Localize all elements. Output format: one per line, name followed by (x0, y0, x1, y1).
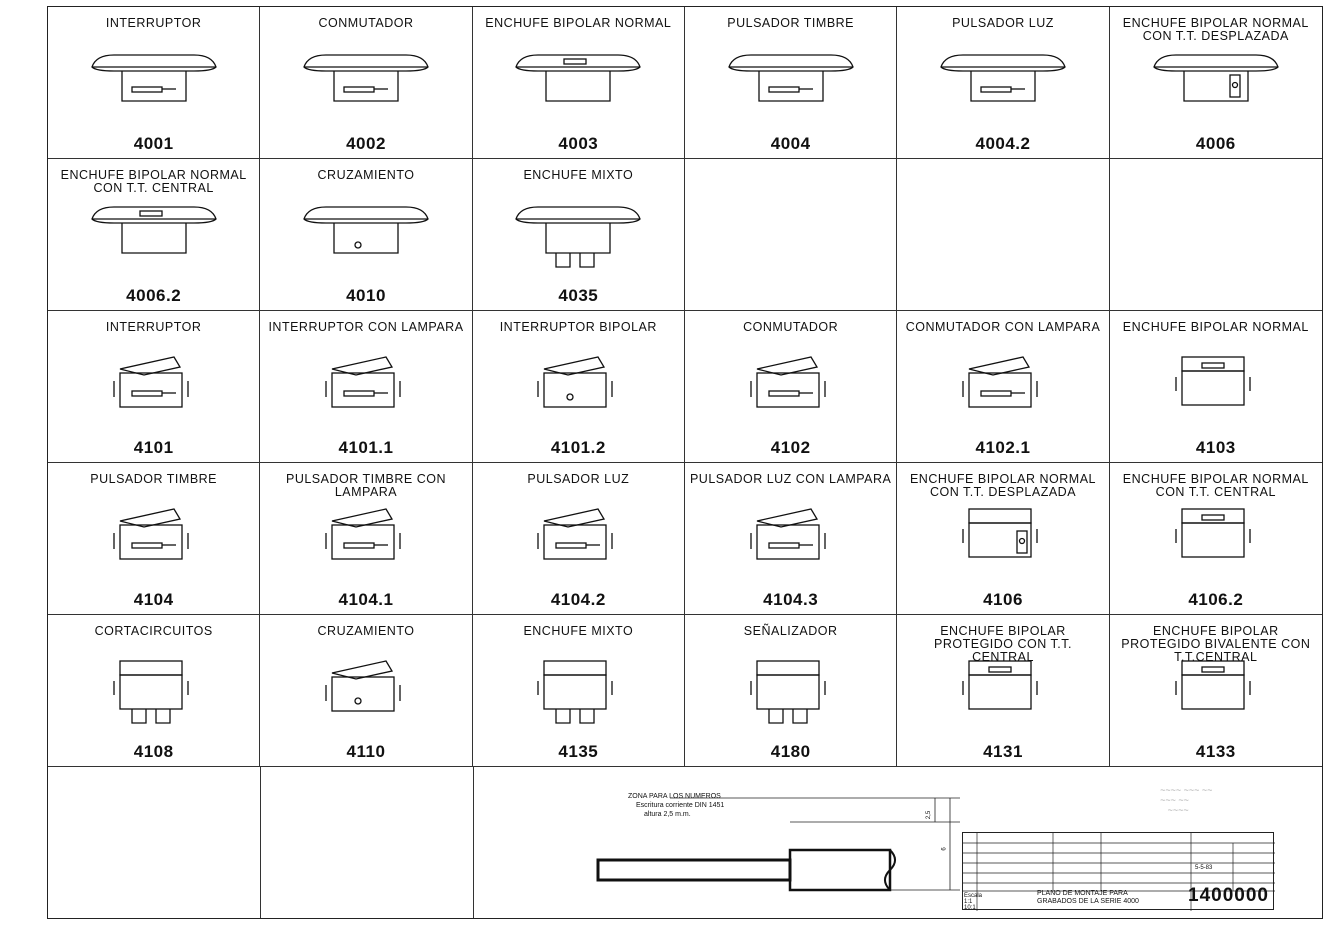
component-code: 4002 (346, 134, 386, 153)
socket-symbol-icon (1146, 349, 1286, 429)
component-title: CONMUTADOR (743, 320, 839, 334)
component-code: 4106 (983, 590, 1023, 609)
plate-symbol-icon (508, 45, 648, 125)
component-title: INTERRUPTOR BIPOLAR (499, 320, 657, 334)
component-code: 4104.3 (763, 590, 819, 609)
component-cell-4180 (685, 615, 897, 767)
component-cell-4133 (1110, 615, 1322, 767)
socket-symbol-icon (1146, 501, 1286, 581)
component-title: INTERRUPTOR (105, 16, 202, 30)
plate-symbol-icon (296, 45, 436, 125)
component-cell-4003 (473, 7, 685, 159)
component-title: ENCHUFE BIPOLAR NORMAL (1122, 320, 1309, 334)
handwritten-note: ~~~~ ~~~ ~~ ~~~ ~~ ~~~~ (1160, 785, 1213, 815)
component-code: 4180 (770, 742, 811, 761)
component-cell-4103 (1110, 311, 1322, 463)
component-code: 4104.2 (550, 590, 606, 609)
component-title: CONMUTADOR (318, 16, 414, 30)
component-title: PULSADOR TIMBRE (727, 16, 855, 30)
empty-cell (897, 159, 1109, 311)
rocker-symbol-icon (296, 653, 436, 733)
component-cell-4110 (260, 615, 472, 767)
component-code: 4110 (346, 742, 386, 761)
drawing-title (1037, 890, 1139, 906)
component-cell-4131 (897, 615, 1109, 767)
component-title: CONMUTADOR CON LAMPARA (905, 320, 1101, 334)
component-title: PULSADOR LUZ CON LAMPARA (689, 472, 892, 486)
component-cell-4135 (473, 615, 685, 767)
socket-symbol-icon (508, 653, 648, 733)
component-code: 4001 (133, 134, 174, 153)
component-title: ENCHUFE MIXTO (523, 624, 634, 638)
component-code: 4101.1 (338, 438, 394, 457)
component-code: 4133 (1195, 742, 1236, 761)
component-title: CRUZAMIENTO (317, 168, 415, 182)
component-code: 4101.2 (550, 438, 606, 457)
component-cell-4001 (48, 7, 260, 159)
rocker-symbol-icon (933, 349, 1073, 429)
rocker-symbol-icon (721, 349, 861, 429)
component-title: INTERRUPTOR (105, 320, 202, 334)
rocker-symbol-icon (296, 349, 436, 429)
rocker-symbol-icon (296, 501, 436, 581)
title-line-2: GRABADOS DE LA SERIE 4000 (1037, 898, 1139, 905)
component-code: 4003 (558, 134, 599, 153)
rocker-symbol-icon (84, 501, 224, 581)
component-code: 4104.1 (338, 590, 394, 609)
rocker-symbol-icon (84, 349, 224, 429)
empty-cell (48, 767, 261, 918)
rocker-symbol-icon (508, 349, 648, 429)
component-title: PULSADOR TIMBRE CON LAMPARA (285, 472, 446, 499)
rocker-symbol-icon (508, 501, 648, 581)
component-title: ENCHUFE BIPOLAR PROTEGIDO BIVALENTE CON T.T.CENTRAL (1121, 624, 1311, 664)
scale-a: 1:1 (964, 899, 973, 905)
component-cell-4102.1 (897, 311, 1109, 463)
component-code: 4035 (558, 286, 599, 305)
plate-symbol-icon (933, 45, 1073, 125)
empty-cell (685, 159, 897, 311)
plate-symbol-icon (721, 45, 861, 125)
component-title: ENCHUFE BIPOLAR NORMAL CON T.T. CENTRAL (1122, 472, 1309, 499)
date-value: 5-5-83 (1195, 865, 1213, 871)
note-line-3: altura 2,5 m.m. (644, 811, 691, 818)
component-title: PULSADOR TIMBRE (90, 472, 218, 486)
component-cell-4002 (260, 7, 472, 159)
component-code: 4004.2 (975, 134, 1031, 153)
scale-b: 10:1 (964, 905, 976, 911)
plate-symbol-icon (84, 197, 224, 277)
component-title: PULSADOR LUZ (952, 16, 1054, 30)
title-line-1: PLANO DE MONTAJE PARA (1037, 890, 1128, 897)
socket-symbol-icon (1146, 653, 1286, 733)
component-code: 4102 (770, 438, 811, 457)
component-cell-4035 (473, 159, 685, 311)
component-code: 4010 (346, 286, 386, 305)
component-title: PULSADOR LUZ (527, 472, 630, 486)
component-title: INTERRUPTOR CON LAMPARA (268, 320, 464, 334)
component-code: 4103 (1195, 438, 1236, 457)
socket-symbol-icon (933, 501, 1073, 581)
component-title: ENCHUFE BIPOLAR PROTEGIDO CON T.T. CENTRAL (934, 624, 1072, 664)
component-title: ENCHUFE BIPOLAR NORMAL CON T.T. CENTRAL (60, 168, 247, 195)
component-cell-4101.1 (260, 311, 472, 463)
component-cell-4102 (685, 311, 897, 463)
plate-symbol-icon (1146, 45, 1286, 125)
component-title: ENCHUFE BIPOLAR NORMAL CON T.T. DESPLAZADA (1122, 16, 1309, 43)
component-code: 4108 (133, 742, 174, 761)
drawing-number: 1400000 (1188, 885, 1269, 906)
component-cell-4010 (260, 159, 472, 311)
title-block (962, 832, 1274, 910)
rocker-symbol-icon (721, 501, 861, 581)
plate-symbol-icon (84, 45, 224, 125)
component-code: 4131 (983, 742, 1023, 761)
empty-cell (1110, 159, 1322, 311)
component-grid (48, 7, 1322, 767)
component-cell-4101 (48, 311, 260, 463)
component-title: ENCHUFE BIPOLAR NORMAL CON T.T. DESPLAZADA (909, 472, 1096, 499)
component-cell-4004.2 (897, 7, 1109, 159)
socket-symbol-icon (721, 653, 861, 733)
component-cell-4101.2 (473, 311, 685, 463)
component-cell-4006 (1110, 7, 1322, 159)
component-code: 4135 (558, 742, 599, 761)
component-code: 4104 (133, 590, 174, 609)
dim-large: 6 (941, 847, 948, 851)
component-cell-4108 (48, 615, 260, 767)
plate-symbol-icon (508, 197, 648, 277)
component-cell-4106.2 (1110, 463, 1322, 615)
component-title: ENCHUFE MIXTO (523, 168, 634, 182)
component-cell-4104.1 (260, 463, 472, 615)
component-cell-4104 (48, 463, 260, 615)
note-line-2: Escritura corriente DIN 1451 (636, 802, 725, 809)
component-title: CRUZAMIENTO (317, 624, 415, 638)
socket-symbol-icon (84, 653, 224, 733)
component-cell-4104.3 (685, 463, 897, 615)
component-cell-4106 (897, 463, 1109, 615)
component-code: 4006 (1195, 134, 1236, 153)
scale-label: Escala (964, 893, 983, 899)
component-code: 4101 (133, 438, 174, 457)
component-title: ENCHUFE BIPOLAR NORMAL (485, 16, 672, 30)
component-cell-4006.2 (48, 159, 260, 311)
component-cell-4004 (685, 7, 897, 159)
component-code: 4102.1 (975, 438, 1031, 457)
number-zone-diagram (590, 792, 970, 902)
socket-symbol-icon (933, 653, 1073, 733)
component-title: SEÑALIZADOR (743, 624, 838, 638)
component-title: CORTACIRCUITOS (94, 624, 213, 638)
dim-small: 2,5 (926, 810, 933, 820)
component-code: 4106.2 (1188, 590, 1244, 609)
component-code: 4006.2 (126, 286, 182, 305)
component-code: 4004 (770, 134, 811, 153)
plate-symbol-icon (296, 197, 436, 277)
component-cell-4104.2 (473, 463, 685, 615)
empty-cell (261, 767, 474, 918)
note-line-1: ZONA PARA LOS NUMEROS (628, 793, 721, 800)
drawing-sheet (47, 6, 1323, 919)
